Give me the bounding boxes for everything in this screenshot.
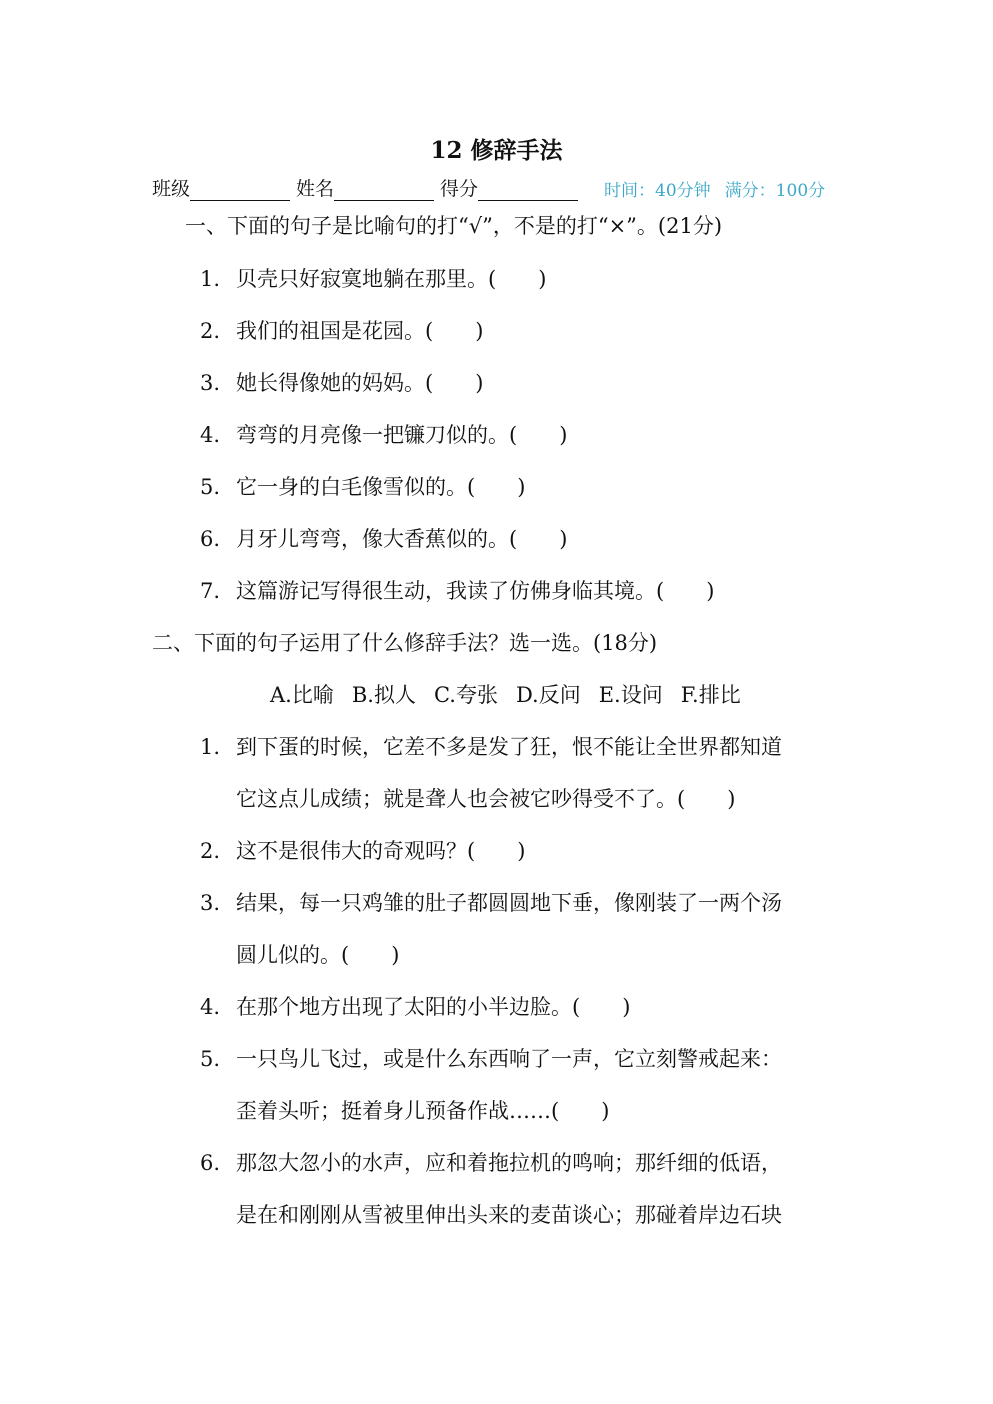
header-fields [152,174,825,201]
page-title: 12 修辞手法 [430,137,563,164]
item-number: 6. [200,1151,221,1175]
section2-item [200,835,525,865]
item-number: 3. [200,891,221,915]
item-text-line: 结果，每一只鸡雏的肚子都圆圆地下垂，像刚装了一两个汤 [236,891,782,915]
item-number: 2. [200,839,221,863]
item-number: 1. [200,267,221,291]
section1-item [200,523,567,553]
score-label: 得分 [440,178,479,200]
item-text-line: 在那个地方出现了太阳的小半边脸。( ) [236,995,631,1019]
option-f: F.排比 [680,683,741,707]
item-text: 她长得像她的妈妈。( ) [236,371,484,395]
option-c: C.夸张 [433,683,498,707]
item-number: 6. [200,527,221,551]
item-number: 3. [200,371,221,395]
section2-item [200,1043,782,1073]
item-text: 这篇游记写得很生动，我读了仿佛身临其境。( ) [236,579,715,603]
section1-item [200,419,567,449]
option-e: E.设问 [598,683,663,707]
item-text-line: 一只鸟儿飞过，或是什么东西响了一声，它立刻警戒起来： [236,1047,782,1071]
score-blank[interactable] [478,180,578,201]
option-a: A.比喻 [270,683,334,707]
time-meta: 时间：40分钟 [604,181,711,201]
option-b: B.拟人 [351,683,416,707]
item-number: 4. [200,995,221,1019]
class-blank[interactable] [190,180,290,201]
item-number: 1. [200,735,221,759]
item-number: 4. [200,423,221,447]
item-text-line: 到下蛋的时候，它差不多是发了狂，恨不能让全世界都知道 [236,735,782,759]
section1-item [200,315,483,345]
item-text-line: 圆儿似的。( ) [236,943,400,967]
item-number: 2. [200,319,221,343]
item-number: 5. [200,475,221,499]
section2-item [200,991,630,1021]
full-score-meta: 满分：100分 [724,181,826,201]
item-text: 月牙儿弯弯，像大香蕉似的。( ) [236,527,568,551]
item-text-line: 是在和刚刚从雪被里伸出头来的麦苗谈心；那碰着岸边石块 [236,1203,782,1227]
section1-heading: 一、下面的句子是比喻句的打“√”，不是的打“×”。(21分) [185,214,723,238]
section1-item [200,263,546,293]
item-text: 我们的祖国是花园。( ) [236,319,484,343]
answer-options [270,679,759,709]
item-text: 它一身的白毛像雪似的。( ) [236,475,526,499]
item-text: 弯弯的月亮像一把镰刀似的。( ) [236,423,568,447]
item-text-line: 这不是很伟大的奇观吗？( ) [236,839,526,863]
item-text-line: 它这点儿成绩；就是聋人也会被它吵得受不了。( ) [236,787,736,811]
section1-item [200,575,714,605]
item-number: 7. [200,579,221,603]
section1-item [200,471,525,501]
item-number: 5. [200,1047,221,1071]
section1-item [200,367,483,397]
section2-item [200,1147,782,1177]
name-label: 姓名 [296,178,335,200]
item-text-line: 歪着头听；挺着身儿预备作战……( ) [236,1099,610,1123]
option-d: D.反问 [515,683,581,707]
item-text-line: 那忽大忽小的水声，应和着拖拉机的鸣响；那纤细的低语， [236,1151,782,1175]
class-label: 班级 [152,178,191,200]
name-blank[interactable] [334,180,434,201]
section2-item [200,731,782,761]
section2-item [200,887,782,917]
section2-heading: 二、下面的句子运用了什么修辞手法？选一选。(18分) [152,631,658,655]
item-text: 贝壳只好寂寞地躺在那里。( ) [236,267,547,291]
